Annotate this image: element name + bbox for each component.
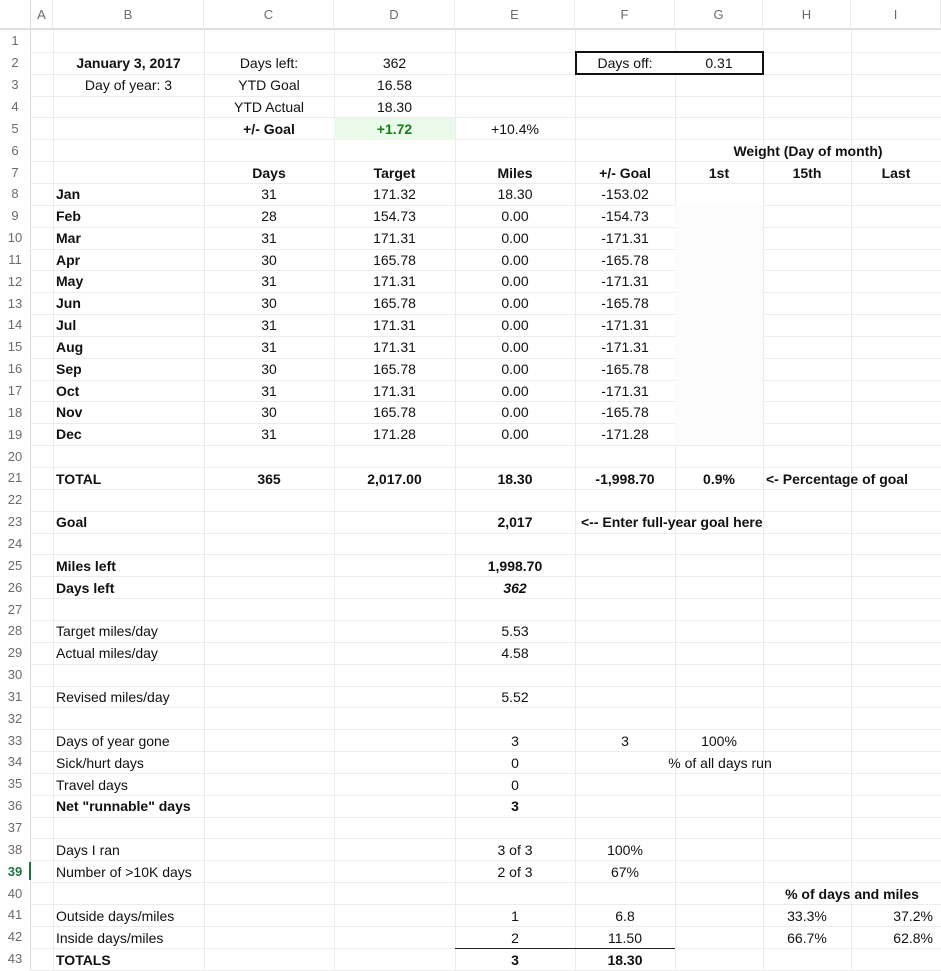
row-header-27[interactable]: 27 <box>0 598 31 620</box>
month-name[interactable]: Nov <box>56 404 83 421</box>
gridline <box>53 30 54 970</box>
month-goal-diff[interactable]: -171.31 <box>601 317 649 334</box>
month-name[interactable]: Jan <box>56 185 81 202</box>
month-days[interactable]: 30 <box>261 360 277 377</box>
month-target[interactable]: 154.73 <box>373 207 416 224</box>
outside-label[interactable]: Outside days/miles <box>56 908 175 924</box>
month-name[interactable]: Feb <box>56 207 81 224</box>
month-name[interactable]: Apr <box>56 251 81 268</box>
target-per-day-value[interactable]: 5.53 <box>501 623 529 639</box>
column-header-f[interactable]: F <box>575 0 675 30</box>
inside-miles[interactable]: 11.50 <box>608 930 642 946</box>
row-header-19[interactable]: 19 <box>0 423 31 445</box>
month-goal-diff[interactable]: -171.31 <box>601 229 649 246</box>
row-header-4[interactable]: 4 <box>0 96 31 118</box>
column-header-c[interactable]: C <box>204 0 334 30</box>
travel-days-value[interactable]: 0 <box>511 777 519 793</box>
col-header-miles[interactable]: Miles <box>497 165 533 181</box>
row-header-8[interactable]: 8 <box>0 183 31 205</box>
month-miles[interactable]: 0.00 <box>501 207 529 224</box>
totals-days[interactable]: 3 <box>511 951 519 968</box>
revised-per-day-value[interactable]: 5.52 <box>501 689 529 705</box>
row-header-32[interactable]: 32 <box>0 707 31 729</box>
split-title[interactable]: % of days and miles <box>785 886 919 902</box>
month-target[interactable]: 171.32 <box>373 185 416 202</box>
days-run-pct[interactable]: 100% <box>701 733 737 749</box>
column-header-g[interactable]: G <box>675 0 763 30</box>
month-goal-diff[interactable]: -171.28 <box>601 426 649 443</box>
row-header-17[interactable]: 17 <box>0 380 31 402</box>
days-ran-pct[interactable]: 100% <box>607 842 643 858</box>
row-header-22[interactable]: 22 <box>0 489 31 511</box>
miles-left-value[interactable]: 1,998.70 <box>487 558 543 574</box>
month-days[interactable]: 31 <box>261 229 277 246</box>
month-target[interactable]: 171.31 <box>373 317 416 334</box>
row-header-24[interactable]: 24 <box>0 533 31 555</box>
row-header-3[interactable]: 3 <box>0 74 31 96</box>
pct-all-days-note: % of all days run <box>668 755 772 771</box>
row-header-29[interactable]: 29 <box>0 642 31 664</box>
ytd-actual-label[interactable]: YTD Actual <box>233 99 305 115</box>
row-header-9[interactable]: 9 <box>0 205 31 227</box>
row-header-12[interactable]: 12 <box>0 270 31 292</box>
month-days[interactable]: 30 <box>261 404 277 421</box>
col-header-goal-diff[interactable]: +/- Goal <box>599 165 651 181</box>
day-of-year-cell[interactable]: Day of year: 3 <box>84 77 173 93</box>
days-ran-label[interactable]: Days I ran <box>56 842 120 858</box>
row-header-10[interactable]: 10 <box>0 227 31 249</box>
row-header-35[interactable]: 35 <box>0 773 31 795</box>
ytd-goal-value[interactable]: 16.58 <box>376 77 413 93</box>
column-header-h[interactable]: H <box>763 0 851 30</box>
ytd-goal-label[interactable]: YTD Goal <box>238 77 300 93</box>
month-days[interactable]: 30 <box>261 295 277 312</box>
month-days[interactable]: 31 <box>261 338 277 355</box>
month-target[interactable]: 165.78 <box>373 251 416 268</box>
row-header-37[interactable]: 37 <box>0 817 31 839</box>
days-left-value[interactable]: 362 <box>382 55 407 71</box>
tenk-days-value[interactable]: 2 of 3 <box>497 864 533 880</box>
row-header-20[interactable]: 20 <box>0 445 31 467</box>
row-header-14[interactable]: 14 <box>0 314 31 336</box>
month-miles[interactable]: 18.30 <box>497 185 533 202</box>
row-header-16[interactable]: 16 <box>0 358 31 380</box>
goal-diff-label[interactable]: +/- Goal <box>243 121 295 137</box>
row-header-36[interactable]: 36 <box>0 795 31 817</box>
month-goal-diff[interactable]: -171.31 <box>601 273 649 290</box>
tenk-days-pct[interactable]: 67% <box>610 864 640 880</box>
month-name[interactable]: Dec <box>56 426 82 443</box>
days-off-value[interactable]: 0.31 <box>705 55 733 71</box>
column-header-b[interactable]: B <box>53 0 204 30</box>
net-runnable-value[interactable]: 3 <box>511 798 519 814</box>
month-name[interactable]: Jun <box>56 295 81 312</box>
row-header-30[interactable]: 30 <box>0 664 31 686</box>
row-header-39[interactable]: 39 <box>0 860 31 882</box>
weight-title[interactable]: Weight (Day of month) <box>733 143 883 159</box>
row-header-18[interactable]: 18 <box>0 401 31 423</box>
row-header-38[interactable]: 38 <box>0 838 31 860</box>
revised-per-day-label[interactable]: Revised miles/day <box>56 689 170 705</box>
month-target[interactable]: 165.78 <box>373 404 416 421</box>
goal-input[interactable]: 2,017 <box>497 514 533 530</box>
inside-pct-days[interactable]: 66.7% <box>787 930 827 946</box>
row-header-25[interactable]: 25 <box>0 554 31 576</box>
days-off-label[interactable]: Days off: <box>597 55 653 71</box>
inside-pct-miles[interactable]: 62.8% <box>893 930 933 946</box>
month-days[interactable]: 31 <box>261 273 277 290</box>
month-days[interactable]: 30 <box>261 251 277 268</box>
month-name[interactable]: Oct <box>56 382 80 399</box>
month-target[interactable]: 165.78 <box>373 295 416 312</box>
month-target[interactable]: 171.31 <box>373 273 416 290</box>
row-header-15[interactable]: 15 <box>0 336 31 358</box>
month-days[interactable]: 31 <box>261 426 277 443</box>
total-pct-of-goal[interactable]: 0.9% <box>703 471 735 487</box>
month-name[interactable]: Jul <box>56 317 77 334</box>
row-header-11[interactable]: 11 <box>0 249 31 271</box>
total-days[interactable]: 365 <box>257 471 281 487</box>
month-target[interactable]: 165.78 <box>373 360 416 377</box>
month-name[interactable]: May <box>56 273 84 290</box>
days-gone-label[interactable]: Days of year gone <box>56 733 170 749</box>
select-all-corner[interactable] <box>0 0 31 30</box>
col-header-days[interactable]: Days <box>252 165 286 181</box>
month-goal-diff[interactable]: -165.78 <box>601 295 649 312</box>
days-left-row-value[interactable]: 362 <box>503 580 527 596</box>
row-header-6[interactable]: 6 <box>0 139 31 161</box>
total-miles[interactable]: 18.30 <box>497 471 533 487</box>
row-header-21[interactable]: 21 <box>0 467 31 489</box>
column-header-i[interactable]: I <box>851 0 941 30</box>
month-goal-diff[interactable]: -165.78 <box>601 251 649 268</box>
days-left-label[interactable]: Days left: <box>239 55 299 71</box>
inside-days[interactable]: 2 <box>511 930 519 946</box>
totals-miles[interactable]: 18.30 <box>607 951 643 968</box>
month-goal-diff[interactable]: -171.31 <box>601 338 649 355</box>
weight-input-area[interactable] <box>675 205 763 445</box>
total-target[interactable]: 2,017.00 <box>367 471 422 487</box>
month-goal-diff[interactable]: -171.31 <box>601 382 649 399</box>
row-header-28[interactable]: 28 <box>0 620 31 642</box>
row-header-26[interactable]: 26 <box>0 576 31 598</box>
ytd-actual-value[interactable]: 18.30 <box>376 99 413 115</box>
inside-label[interactable]: Inside days/miles <box>56 930 164 946</box>
month-days[interactable]: 31 <box>261 317 277 334</box>
actual-per-day-label[interactable]: Actual miles/day <box>56 645 158 661</box>
row-header-43[interactable]: 43 <box>0 948 31 970</box>
row-header-31[interactable]: 31 <box>0 686 31 708</box>
month-target[interactable]: 171.31 <box>373 382 416 399</box>
column-header-e[interactable]: E <box>455 0 575 30</box>
outside-pct-days[interactable]: 33.3% <box>787 908 827 924</box>
outside-miles[interactable]: 6.8 <box>615 908 635 924</box>
column-header-a[interactable]: A <box>31 0 53 30</box>
row-header-42[interactable]: 42 <box>0 926 31 948</box>
month-miles[interactable]: 0.00 <box>501 251 529 268</box>
month-miles[interactable]: 0.00 <box>501 382 529 399</box>
col-header-weight-1st[interactable]: 1st <box>708 165 730 181</box>
days-gone-value[interactable]: 3 <box>511 733 519 749</box>
actual-per-day-value[interactable]: 4.58 <box>501 645 529 661</box>
row-header-13[interactable]: 13 <box>0 292 31 314</box>
month-miles[interactable]: 0.00 <box>501 229 529 246</box>
totals-label[interactable]: TOTALS <box>56 951 111 968</box>
month-goal-diff[interactable]: -154.73 <box>601 207 649 224</box>
sick-days-label[interactable]: Sick/hurt days <box>56 755 144 771</box>
sick-days-value[interactable]: 0 <box>511 755 519 771</box>
net-runnable-label[interactable]: Net "runnable" days <box>56 798 191 814</box>
col-header-weight-15th[interactable]: 15th <box>792 165 822 181</box>
month-goal-diff[interactable]: -153.02 <box>601 185 649 202</box>
row-header-40[interactable]: 40 <box>0 882 31 904</box>
col-header-weight-last[interactable]: Last <box>881 165 911 181</box>
month-name[interactable]: Sep <box>56 360 82 377</box>
goal-diff-pct[interactable]: +10.4% <box>491 121 539 137</box>
month-target[interactable]: 171.31 <box>373 338 416 355</box>
month-goal-diff[interactable]: -165.78 <box>601 360 649 377</box>
target-per-day-label[interactable]: Target miles/day <box>56 623 158 639</box>
month-target[interactable]: 171.28 <box>373 426 416 443</box>
days-ran-value[interactable]: 3 of 3 <box>497 842 533 858</box>
date-cell[interactable]: January 3, 2017 <box>76 55 181 71</box>
row-header-5[interactable]: 5 <box>0 117 31 139</box>
travel-days-label[interactable]: Travel days <box>56 777 128 793</box>
days-left-row-label[interactable]: Days left <box>56 580 115 596</box>
row-header-33[interactable]: 33 <box>0 729 31 751</box>
row-header-2[interactable]: 2 <box>0 52 31 74</box>
month-days[interactable]: 31 <box>261 185 277 202</box>
month-miles[interactable]: 0.00 <box>501 360 529 377</box>
pct-of-goal-note: <- Percentage of goal <box>766 471 908 487</box>
goal-diff-value[interactable]: +1.72 <box>334 118 455 140</box>
goal-note: <-- Enter full-year goal here <box>581 514 763 530</box>
tenk-days-label[interactable]: Number of >10K days <box>56 864 192 880</box>
month-name[interactable]: Aug <box>56 338 84 355</box>
row-header-1[interactable]: 1 <box>0 30 31 52</box>
month-miles[interactable]: 0.00 <box>501 317 529 334</box>
total-label[interactable]: TOTAL <box>56 471 102 487</box>
row-header-41[interactable]: 41 <box>0 904 31 926</box>
month-target[interactable]: 171.31 <box>373 229 416 246</box>
days-gone-f[interactable]: 3 <box>621 733 629 749</box>
month-miles[interactable]: 0.00 <box>501 338 529 355</box>
column-header-d[interactable]: D <box>334 0 455 30</box>
month-miles[interactable]: 0.00 <box>501 426 529 443</box>
outside-pct-miles[interactable]: 37.2% <box>893 908 933 924</box>
month-miles[interactable]: 0.00 <box>501 404 529 421</box>
col-header-target[interactable]: Target <box>373 165 416 181</box>
miles-left-label[interactable]: Miles left <box>56 558 116 574</box>
row-header-34[interactable]: 34 <box>0 751 31 773</box>
total-goal-diff[interactable]: -1,998.70 <box>595 471 655 487</box>
month-goal-diff[interactable]: -165.78 <box>601 404 649 421</box>
month-miles[interactable]: 0.00 <box>501 273 529 290</box>
month-name[interactable]: Mar <box>56 229 81 246</box>
outside-days[interactable]: 1 <box>511 908 519 924</box>
goal-label[interactable]: Goal <box>56 514 88 530</box>
row-header-23[interactable]: 23 <box>0 511 31 533</box>
row-header-7[interactable]: 7 <box>0 161 31 183</box>
month-miles[interactable]: 0.00 <box>501 295 529 312</box>
month-days[interactable]: 28 <box>261 207 277 224</box>
month-days[interactable]: 31 <box>261 382 277 399</box>
